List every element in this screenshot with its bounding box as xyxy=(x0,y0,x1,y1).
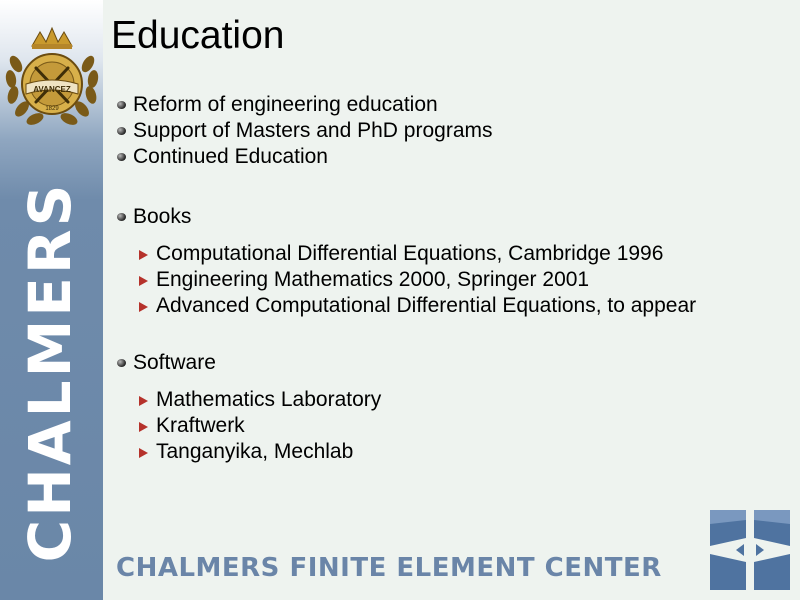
round-bullet-icon xyxy=(117,153,126,161)
sidebar xyxy=(0,0,103,600)
red-triangle-icon xyxy=(139,448,148,458)
fem-center-logo-icon xyxy=(708,508,792,592)
red-triangle-icon xyxy=(139,276,148,286)
sub-item-label: Advanced Computational Differential Equations, to appear xyxy=(156,294,697,317)
sub-item xyxy=(116,244,756,264)
sub-item xyxy=(116,296,756,316)
round-bullet-icon xyxy=(117,101,126,109)
chalmers-seal-icon xyxy=(2,24,102,130)
bullet-item-books xyxy=(116,204,756,230)
sub-item-label: Engineering Mathematics 2000, Springer 2001 xyxy=(156,268,590,291)
red-triangle-icon xyxy=(139,396,148,406)
sub-item xyxy=(116,416,756,436)
bullet-item-software xyxy=(116,350,756,376)
sidebar-vertical-text: CHALMERS xyxy=(16,181,84,563)
red-triangle-icon xyxy=(139,302,148,312)
bullet-item xyxy=(116,144,756,170)
round-bullet-icon xyxy=(117,213,126,221)
seal-motto: AVANCEZ xyxy=(33,85,71,94)
sub-item xyxy=(116,442,756,462)
round-bullet-icon xyxy=(117,127,126,135)
bullet-label: Books xyxy=(133,205,192,228)
page-title: Education xyxy=(111,14,285,57)
bullet-item xyxy=(116,92,756,118)
bullet-item xyxy=(116,118,756,144)
footer-title: CHALMERS FINITE ELEMENT CENTER xyxy=(116,553,662,583)
seal-year: 1829 xyxy=(45,106,59,112)
sub-item-label: Computational Differential Equations, Cambridge 1996 xyxy=(156,242,664,265)
red-triangle-icon xyxy=(139,422,148,432)
bullet-list xyxy=(116,92,756,468)
bullet-label: Software xyxy=(133,351,216,374)
sub-item xyxy=(116,270,756,290)
sub-item xyxy=(116,390,756,410)
round-bullet-icon xyxy=(117,359,126,367)
bullet-label: Support of Masters and PhD programs xyxy=(133,119,493,142)
bullet-label: Continued Education xyxy=(133,145,328,168)
sub-item-label: Kraftwerk xyxy=(156,414,245,437)
red-triangle-icon xyxy=(139,250,148,260)
sub-item-label: Mathematics Laboratory xyxy=(156,388,382,411)
bullet-label: Reform of engineering education xyxy=(133,93,438,116)
sub-item-label: Tanganyika, Mechlab xyxy=(156,440,354,463)
